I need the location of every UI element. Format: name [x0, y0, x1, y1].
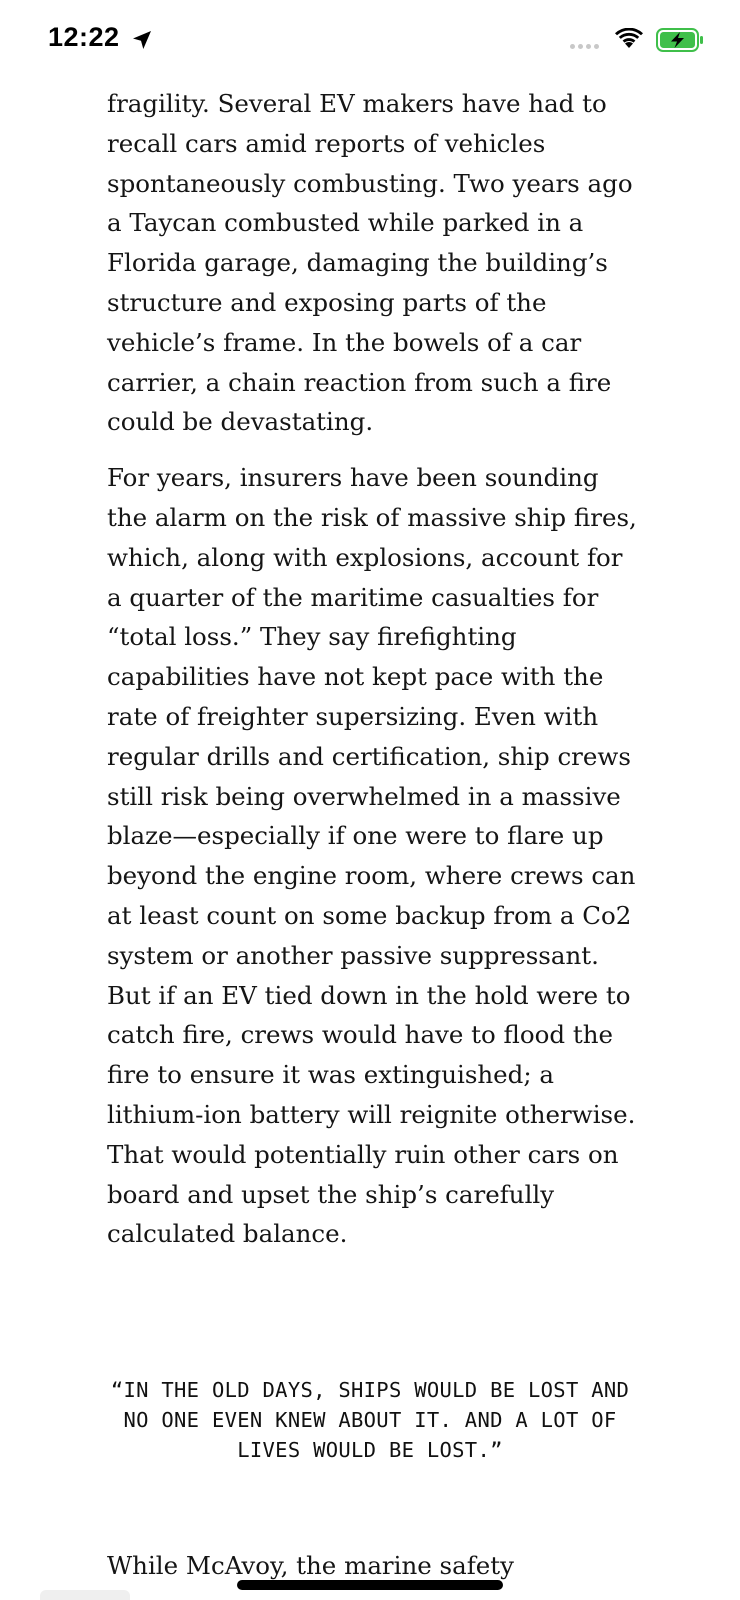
- article-paragraph: fragility. Several EV makers have had to recall cars amid reports of vehicles spontaneously combusting. Two years ago a Taycan combusted while parked in a Florida garage, damaging the building’s structure and exposing parts of the vehicle’s frame. In the bowels of a car carrier, a chain reaction from such a fire could be devastating.: [107, 89, 633, 437]
- status-time: 12:22: [48, 22, 120, 52]
- bottom-toolbar-edge: [40, 1590, 130, 1600]
- pull-quote: “IN THE OLD DAYS, SHIPS WOULD BE LOST AND NO ONE EVEN KNEW ABOUT IT. AND A LOT OF LIVES WOULD BE LOST.”: [110, 1378, 630, 1462]
- article-body: [107, 84, 637, 1270]
- signal-dots-icon: [570, 44, 599, 49]
- home-indicator[interactable]: [237, 1580, 503, 1590]
- location-arrow-icon: [130, 28, 154, 52]
- article-paragraph: For years, insurers have been sounding the alarm on the risk of massive ship fires, which, along with explosions, account for a quarter of the maritime casualties for “total loss.” They say firefighting capabilities have not kept pace with the rate of freighter supersizing. Even with regular drills and certification, ship crews still risk being overwhelmed in a massive blaze—especially if one were to flare up beyond the engine room, where crews can at least count on some backup from a Co2 system or another passive suppressant. But if an EV tied down in the hold were to catch fire, crews would have to flood the fire to ensure it was extinguished; a lithium-ion battery will reignite otherwise. That would potentially ruin other cars on board and upset the ship’s carefully calculated balance.: [107, 463, 637, 1249]
- status-bar: [0, 0, 740, 80]
- wifi-icon: [614, 28, 644, 50]
- battery-charging-icon: [656, 28, 704, 52]
- article-paragraph-next: While McAvoy, the marine safety: [107, 1551, 514, 1580]
